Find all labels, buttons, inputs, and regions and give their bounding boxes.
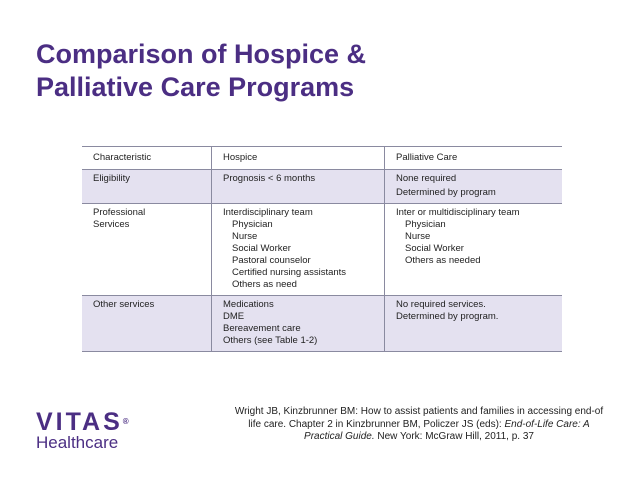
vitas-healthcare-logo [36,410,136,452]
cell-line: Other services [93,299,155,310]
cell-characteristic [82,296,212,352]
slide-title [36,38,596,104]
cell-line: Others as needed [405,255,481,266]
cell-characteristic [82,204,212,296]
citation-book-title: End-of-Life Care: A Practical Guide. [304,418,590,442]
cell-line: Nurse [232,231,258,242]
cell-line: Determined by program [396,187,496,198]
cell-line: Determined by program. [396,311,499,322]
header-characteristic: Characteristic [82,147,212,170]
citation-text-2: New York: McGraw Hill, 2011, p. 37 [374,431,534,442]
cell-palliative [385,170,563,204]
cell-line: Social Worker [405,243,464,254]
cell-line: Physician [232,219,273,230]
cell-line: Inter or multidisciplinary team [396,207,520,218]
cell-line: Bereavement care [223,323,301,334]
cell-line: Social Worker [232,243,291,254]
title-line-2: Palliative Care Programs [36,72,355,102]
cell-line: Eligibility [93,173,130,184]
cell-hospice [212,204,385,296]
cell-line: Nurse [405,231,431,242]
cell-line: Prognosis < 6 months [223,173,316,184]
table-row-eligibility [82,170,562,204]
cell-line: DME [223,311,245,322]
cell-line: Others as need [232,279,297,290]
cell-line: Physician [405,219,446,230]
cell-line: Services [93,219,130,230]
citation [228,406,610,444]
comparison-table [82,146,562,352]
cell-line: Professional [93,207,146,218]
cell-palliative [385,204,563,296]
title-line-1: Comparison of Hospice & [36,39,367,69]
cell-line: Certified nursing assistants [232,267,347,278]
logo-wordmark [36,410,136,434]
cell-hospice [212,296,385,352]
cell-line: Medications [223,299,274,310]
logo-subtitle: Healthcare [36,433,119,452]
cell-line: None required [396,173,457,184]
cell-line: Interdisciplinary team [223,207,313,218]
cell-line: Pastoral counselor [232,255,311,266]
cell-line: No required services. [396,299,486,310]
table-row-other-services [82,296,562,352]
cell-hospice [212,170,385,204]
table-header-row [82,147,562,170]
logo-registered-mark: ® [122,417,129,426]
cell-palliative [385,296,563,352]
header-palliative-care: Palliative Care [385,147,563,170]
citation-text-1: Wright JB, Kinzbrunner BM: How to assist patients and families in accessing end-of life care. Chapter 2 in Kinzbrunner BM, Policzer JS (eds): [234,406,604,430]
logo-brand: VITAS [36,408,123,436]
cell-line: Others (see Table 1-2) [223,335,318,346]
table-row-professional-services [82,204,562,296]
header-hospice: Hospice [212,147,385,170]
cell-characteristic [82,170,212,204]
